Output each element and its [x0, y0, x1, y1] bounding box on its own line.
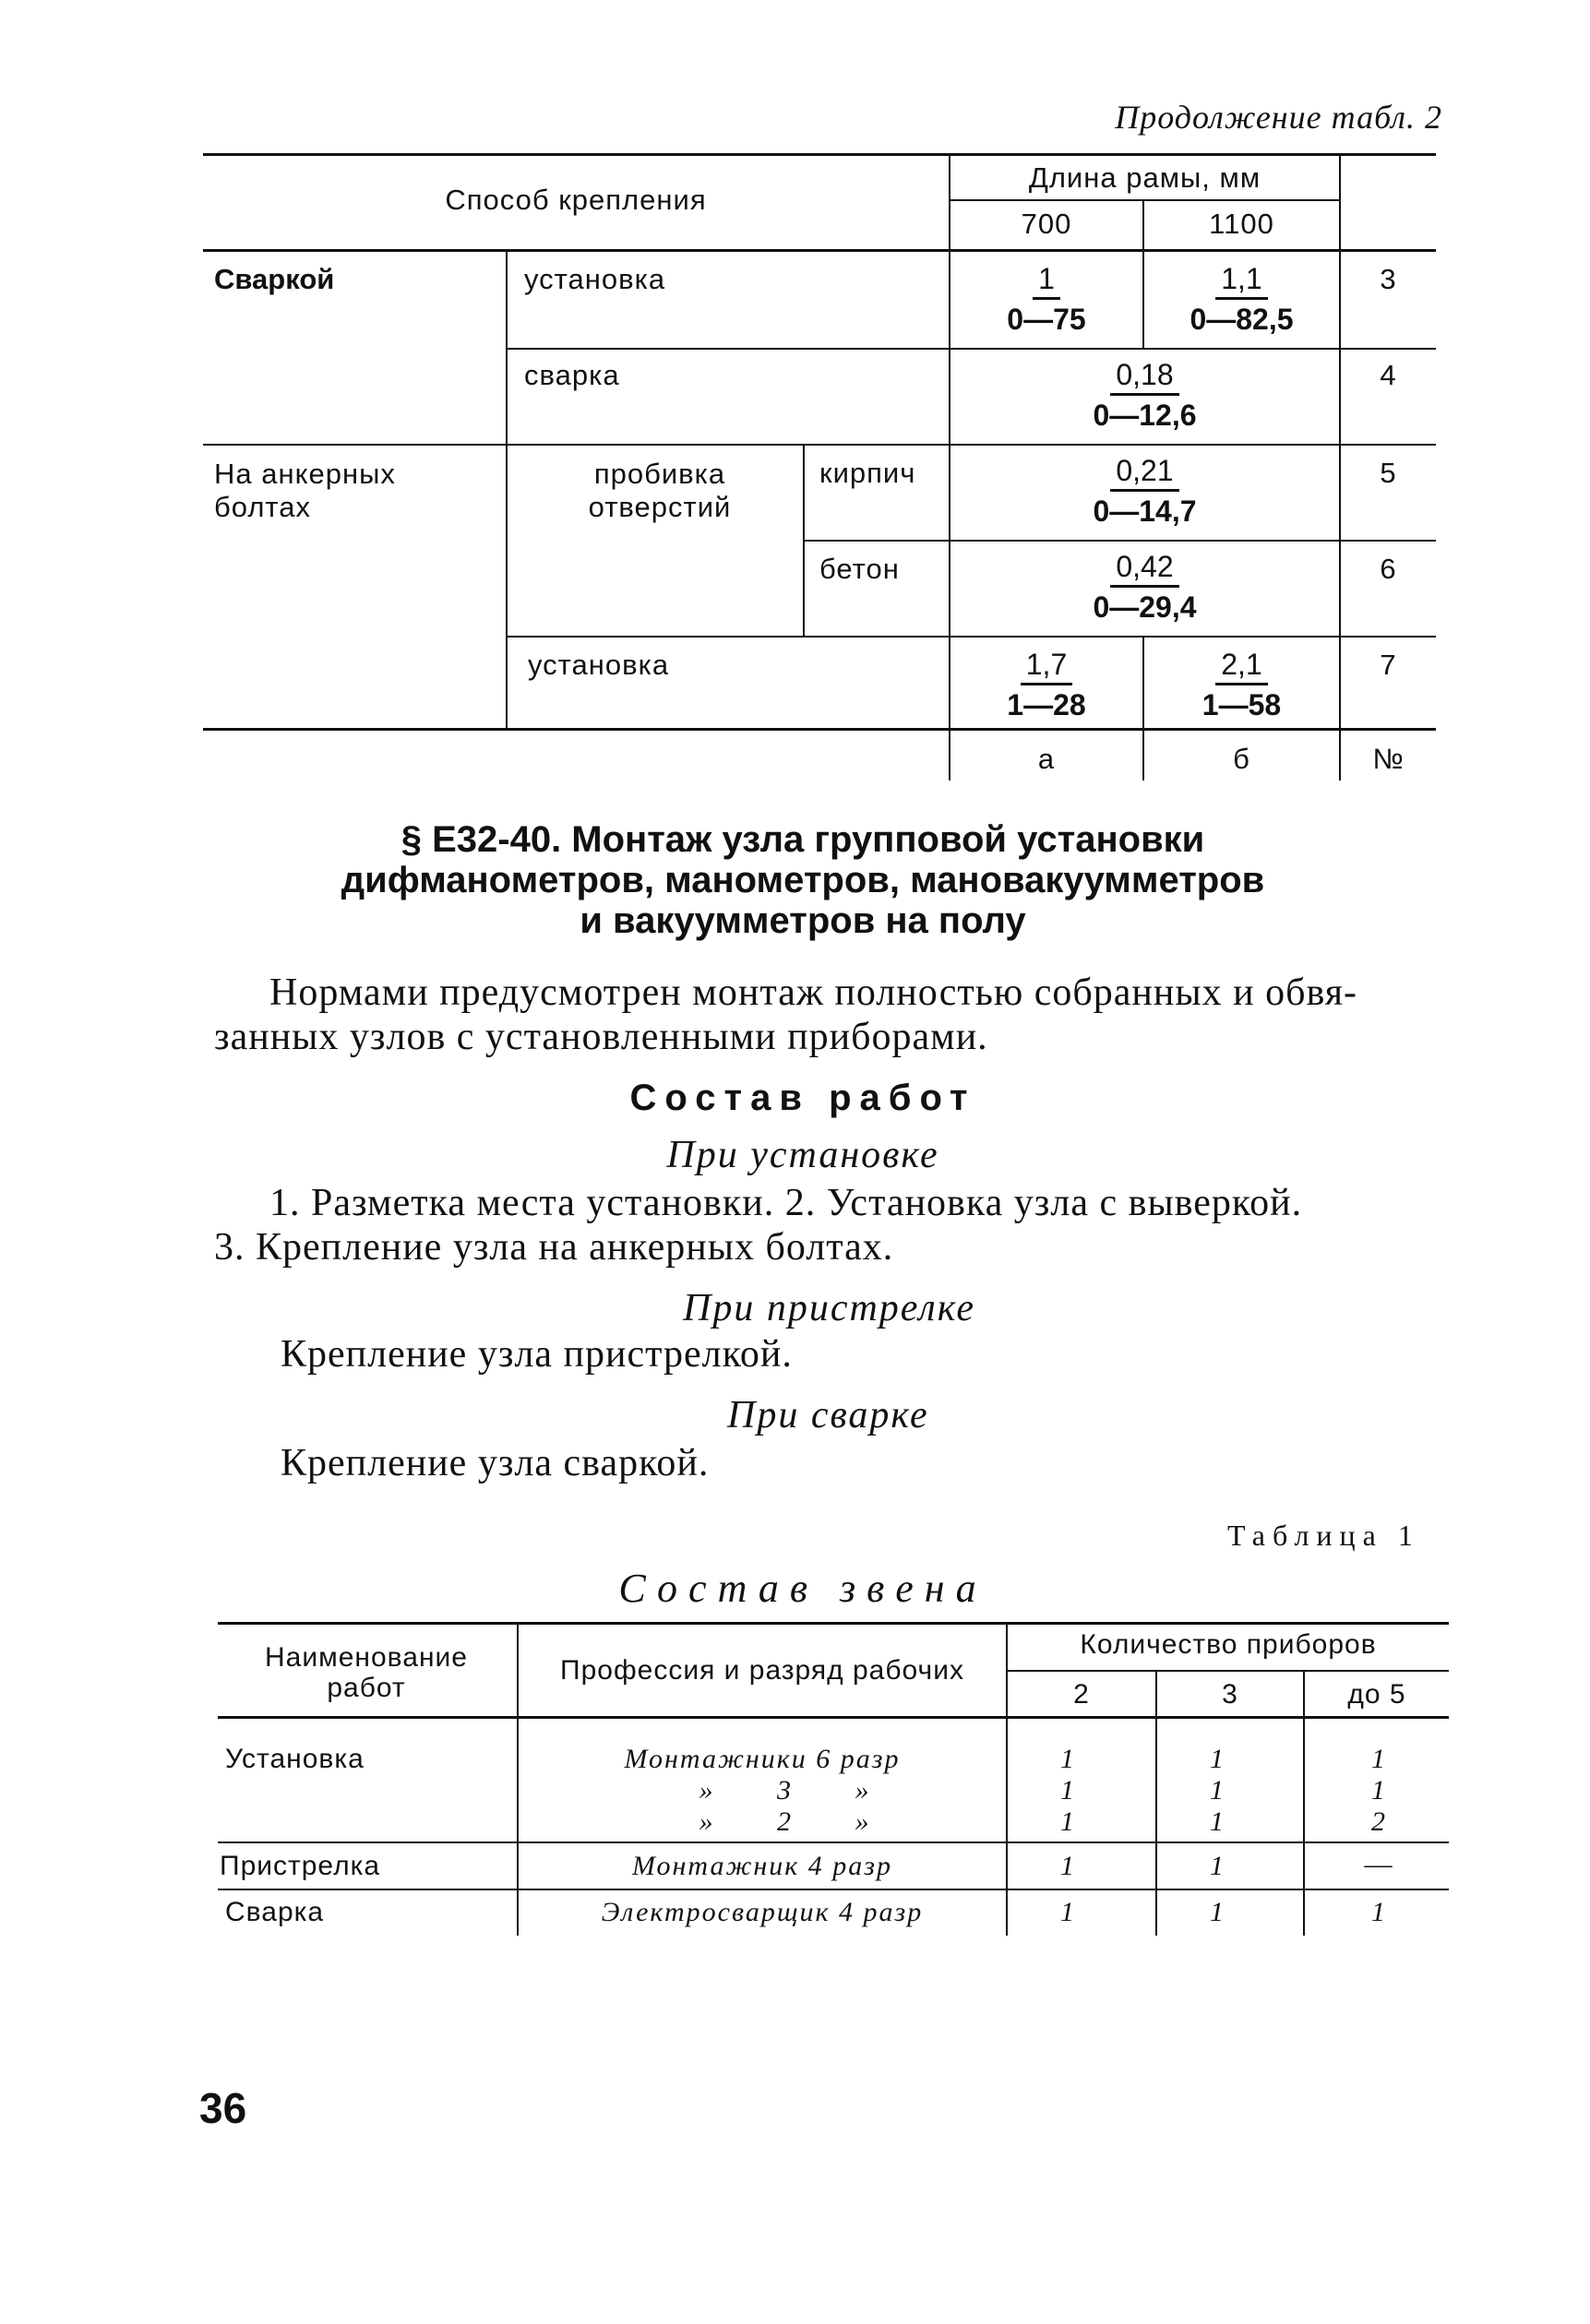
- value-1100-row1: $\frac{1,1}{0—82,5}$: [1190, 262, 1294, 336]
- profession: » 3 »: [699, 1775, 870, 1806]
- row-number: 6: [1380, 553, 1397, 585]
- qty-2: 1: [1060, 1851, 1075, 1881]
- qty-2: 1: [1060, 1744, 1075, 1774]
- footer-no: №: [1372, 743, 1405, 775]
- table1-label: Таблица 1: [1227, 1519, 1420, 1552]
- intro-paragraph: Нормами предусмотрен монтаж полностью собранных и обвя- занных узлов с установленными приборами.: [214, 971, 1358, 1058]
- value-span-row2: $\frac{0,18}{0—12,6}$: [1093, 358, 1197, 432]
- row-material: кирпич: [819, 457, 916, 489]
- row-op: установка: [528, 649, 670, 681]
- subheading-shoot: При пристрелке: [683, 1287, 975, 1329]
- qty-5: 1: [1371, 1775, 1386, 1806]
- work-name: Пристрелка: [220, 1851, 381, 1881]
- row-op: пробивка отверстий: [588, 458, 732, 523]
- section-title: § Е32-40. Монтаж узла групповой установки дифманометров, манометров, мановакуумметров и вакуумметров на полу: [341, 819, 1265, 941]
- row-number: 7: [1380, 649, 1397, 681]
- header-700: 700: [1021, 208, 1072, 240]
- row-number: 5: [1380, 457, 1397, 489]
- qty-3: 1: [1210, 1851, 1225, 1881]
- group-anchor: На анкерных болтах: [214, 458, 396, 523]
- qty-2: 1: [1060, 1897, 1075, 1927]
- qty-3: 1: [1210, 1897, 1225, 1927]
- footer-a: а: [1037, 743, 1056, 775]
- value-span-row4: $\frac{0,42}{0—29,4}$: [1093, 550, 1197, 624]
- footer-b: б: [1233, 743, 1250, 775]
- qty-5: 1: [1371, 1744, 1386, 1774]
- header-name: Наименование работ: [265, 1642, 468, 1703]
- header-col-5: до 5: [1347, 1679, 1406, 1710]
- header-col-3: 3: [1222, 1679, 1238, 1710]
- profession: Электросварщик 4 разр: [601, 1897, 924, 1927]
- row-number: 4: [1380, 359, 1397, 391]
- value-700-row1: $\frac{1}{0—75}$: [1007, 262, 1086, 336]
- work-name: Сварка: [225, 1897, 325, 1927]
- header-profession: Профессия и разряд рабочих: [560, 1655, 964, 1686]
- value-span-row3: $\frac{0,21}{0—14,7}$: [1093, 454, 1197, 528]
- weld-text: Крепление узла сваркой.: [281, 1442, 710, 1484]
- row-number: 3: [1380, 263, 1397, 295]
- row-op: установка: [524, 263, 666, 295]
- value-700-row5: $\frac{1,7}{1—28}$: [1007, 648, 1086, 721]
- row-material: бетон: [819, 553, 900, 585]
- work-heading: Состав работ: [629, 1078, 976, 1118]
- profession: Монтажник 4 разр: [631, 1851, 892, 1881]
- header-method: Способ крепления: [445, 184, 707, 216]
- header-quantity: Количество приборов: [1080, 1629, 1377, 1660]
- qty-3: 1: [1210, 1744, 1225, 1774]
- profession: Монтажники 6 разр: [624, 1744, 901, 1774]
- group-welding: Сваркой: [214, 263, 335, 295]
- install-text: 1. Разметка места установки. 2. Установка узла с выверкой. 3. Крепление узла на анкерных болтах.: [214, 1182, 1303, 1269]
- page-number: 36: [199, 2084, 247, 2132]
- qty-2: 1: [1060, 1806, 1075, 1837]
- qty-5: 2: [1371, 1806, 1386, 1837]
- subheading-weld: При сварке: [727, 1394, 929, 1436]
- table1-caption: Состав звена: [618, 1566, 987, 1611]
- work-name: Установка: [225, 1744, 365, 1774]
- qty-3: 1: [1210, 1806, 1225, 1837]
- continuation-label: Продолжение табл. 2: [1115, 99, 1442, 136]
- profession: » 2 »: [699, 1806, 870, 1837]
- qty-3: 1: [1210, 1775, 1225, 1806]
- qty-5: 1: [1371, 1897, 1386, 1927]
- row-op: сварка: [524, 359, 620, 391]
- value-1100-row5: $\frac{2,1}{1—58}$: [1201, 648, 1282, 721]
- subheading-install: При установке: [666, 1134, 939, 1176]
- qty-5: —: [1364, 1849, 1393, 1879]
- qty-2: 1: [1060, 1775, 1075, 1806]
- header-col-2: 2: [1073, 1679, 1090, 1710]
- header-length: Длина рамы, мм: [1028, 161, 1261, 194]
- header-1100: 1100: [1209, 208, 1274, 240]
- shoot-text: Крепление узла пристрелкой.: [281, 1333, 793, 1376]
